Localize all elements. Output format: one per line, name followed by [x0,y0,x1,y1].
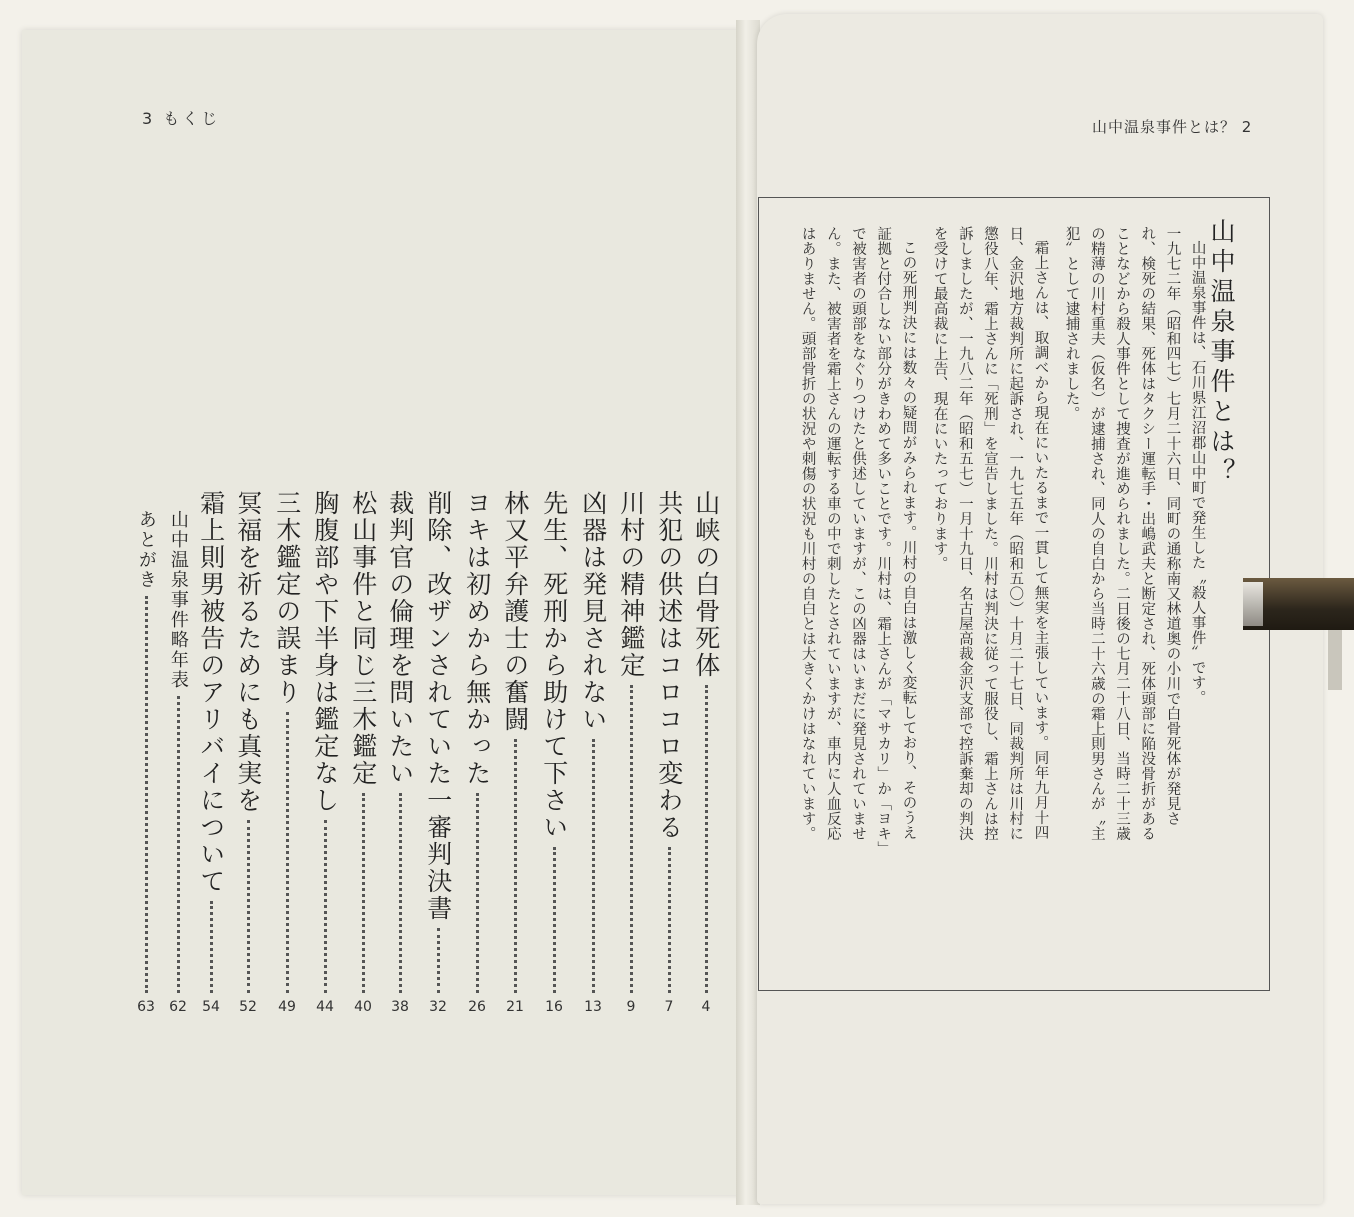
toc-entry-page: 21 [506,999,524,1015]
toc-entry [309,490,341,1015]
toc-entry-page: 32 [429,999,447,1015]
toc-leader-dots [592,739,595,993]
summary-column: 一九七二年（昭和四七）七月二十六日、同町の通称南又林道奥の小川で白骨死体が発見さ [1164,226,1181,826]
toc-entry-page: 7 [664,999,674,1015]
toc-entry-page: 4 [701,999,711,1015]
toc-entry-page: 49 [278,999,296,1015]
page-edge-shadow [1328,630,1342,690]
toc-entry [499,490,531,1015]
toc-entry [653,490,685,1015]
right-page-header: 山中温泉事件とは？ 2 [1092,118,1253,136]
left-page-header: 3 もくじ [142,109,221,128]
toc-entry [690,490,722,1015]
summary-column: 日、金沢地方裁判所に起訴され、一九七五年（昭和五〇）十月二十七日、同裁判所は川村に [1007,226,1024,841]
toc-leader-dots [514,739,517,993]
toc-entry [271,490,303,1015]
toc-entry [461,490,493,1015]
toc-leader-dots [705,685,708,993]
toc-leader-dots [476,793,479,993]
toc-entry-page: 62 [169,999,187,1015]
toc-entry-page: 38 [391,999,409,1015]
summary-column: はありません。頭部骨折の状況や刺傷の状況も川村の自白とは大きくかけはなれています。 [799,226,816,841]
summary-column: 懲役八年、霜上さんに「死刑」を宣告しました。川村は判決に従って服役し、霜上さんは控 [982,226,999,841]
toc-entry-page: 13 [584,999,602,1015]
summary-column: 犯〟として逮捕されました。 [1063,226,1080,421]
toc-entry-page: 16 [545,999,563,1015]
summary-column: で被害者の頭部をなぐりつけたと供述していますが、この凶器はいまだに発見されていませ [850,226,867,841]
toc-leader-dots [210,901,213,993]
toc-leader-dots [145,596,148,993]
toc-entry [347,490,379,1015]
toc-leader-dots [324,820,327,993]
toc-leader-dots [362,793,365,993]
summary-column: の精薄の川村重夫（仮名）が逮捕され、同人の自白から当時二十六歳の霜上則男さんが〝主 [1088,226,1105,841]
toc-entry-title: 三木鑑定の誤まり [272,490,302,706]
toc-entry [615,490,647,1015]
toc-entry [130,510,162,1015]
toc-entry-page: 9 [626,999,636,1015]
toc-entry-title: 先生、死刑から助けて下さい [539,490,569,841]
toc-entry-title: 裁判官の倫理を問いたい [385,490,415,787]
toc-entry-title: 共犯の供述はコロコロ変わる [654,490,684,841]
toc-entry [384,490,416,1015]
toc-entry [195,490,227,1015]
toc-entry-title: 松山事件と同じ三木鑑定 [348,490,378,787]
toc-entry-page: 54 [202,999,220,1015]
toc-entry-title: あとがき [135,510,157,590]
toc-leader-dots [286,712,289,993]
toc-entry-title: 凶器は発見されない [578,490,608,733]
toc-entry [162,510,194,1015]
toc-entry-page: 52 [239,999,257,1015]
summary-column: れ、検死の結果、死体はタクシー運転手・出嶋武夫と断定され、死体頭部に陥没骨折がある [1139,226,1156,841]
toc-entry-title: 山中温泉事件略年表 [167,510,189,690]
toc-leader-dots [630,685,633,993]
toc-entry-page: 63 [137,999,155,1015]
summary-column: を受けて最高裁に上告、現在にいたっております。 [931,226,948,571]
toc-entry-title: 林又平弁護士の奮闘 [500,490,530,733]
summary-column: 訴しましたが、一九八二年（昭和五七）一月十九日、名古屋高裁金沢支部で控訴棄却の判決 [956,226,973,841]
summary-box [758,197,1270,991]
toc-leader-dots [437,928,440,993]
summary-column: 山中温泉事件は、石川県江沼郡山中町で発生した〝殺人事件〟です。 [1189,240,1206,705]
toc-entry-title: 冥福を祈るためにも真実を [233,490,263,814]
toc-entry-title: 川村の精神鑑定 [616,490,646,679]
toc-leader-dots [668,847,671,993]
summary-column: ことなどから殺人事件として捜査が進められました。二日後の七月二十八日、当時二十三歳 [1114,226,1131,841]
toc-leader-dots [399,793,402,993]
binder-clip [1243,578,1354,630]
toc-entry-title: 山峡の白骨死体 [691,490,721,679]
summary-title: 山中温泉事件とは？ [1207,218,1236,488]
toc-entry-title: 胸腹部や下半身は鑑定なし [310,490,340,814]
toc-leader-dots [553,847,556,993]
summary-column: この死刑判決には数々の疑問がみられます。川村の自白は激しく変転しており、そのうえ [900,240,917,840]
toc-entry [577,490,609,1015]
toc-entry-title: 削除、改ザンされていた一審判決書 [423,490,453,922]
toc-entry [538,490,570,1015]
toc-entry-page: 40 [354,999,372,1015]
toc-entry-page: 26 [468,999,486,1015]
summary-column: 霜上さんは、取調べから現在にいたるまで一貫して無実を主張しています。同年九月十四 [1032,240,1049,840]
toc-leader-dots [247,820,250,993]
summary-column: 証拠と付合しない部分がきわめて多いことです。川村は、霜上さんが「マサカリ」か「ヨキ」 [875,226,892,856]
toc-entry [232,490,264,1015]
toc-entry-title: ヨキは初めから無かった [462,490,492,787]
toc-entry [422,490,454,1015]
toc-entry-title: 霜上則男被告のアリバイについて [196,490,226,895]
summary-column: ん。また、被害者を霜上さんの運転する車の中で刺したとされていますが、車内に人血反応 [824,226,841,841]
toc-leader-dots [177,696,180,993]
toc-entry-page: 44 [316,999,334,1015]
